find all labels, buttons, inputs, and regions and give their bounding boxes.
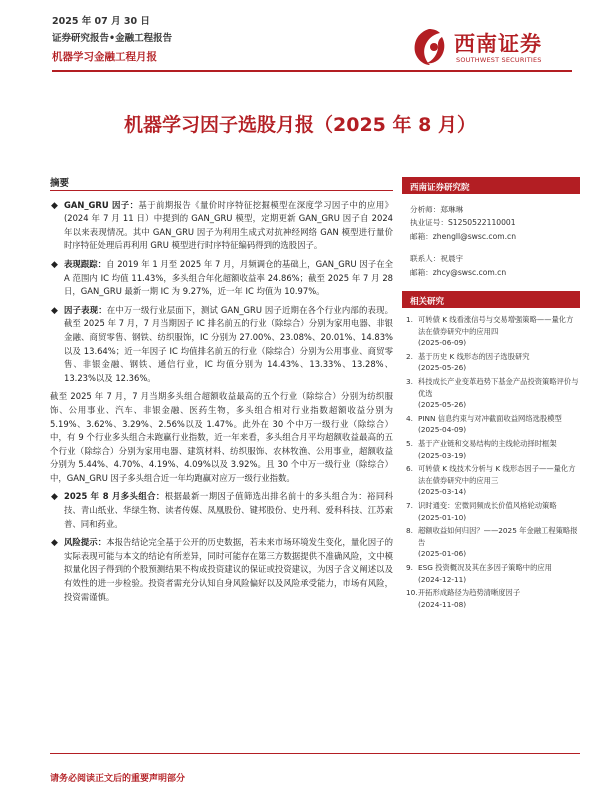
analyst-info [402, 194, 580, 279]
paragraph-lead: 风险提示： [64, 537, 107, 548]
related-item-title: 开拓形成路径为趋势清晰度因子 [418, 588, 521, 598]
bullet-diamond-icon: ◆ [51, 305, 58, 316]
related-item[interactable] [406, 413, 580, 436]
footer-divider [50, 753, 580, 754]
bullet-diamond-icon: ◆ [51, 200, 58, 211]
paragraph-text: 截至 2025 年 7 月，7 月当期多头组合超额收益最高的五个行业（除综合）分别为纺织服饰、公用事业、汽车、非银金融、医药生物，多头组合相对行业指数超额收益分别为 5.19%、3.62%、3.29%、2.56%以及 1.47%。此外在 30 个中万一级行业（除综合）中，有 9 个行业多头组合未跑赢行业指数，近一年来看，多头组合月平均超额收益最高的五个行业（除综合）分别为家用电器、建筑材料、纺织服饰、农林牧渔、公用事业，超额收益分别为 5.44%、4.70%、4.19%、4.09%以及 3.92%。且 30 个中万一级行业（除综合）中，GAN_GRU 因子多头组合近一年均跑赢对应万一级行业指数。 [50, 391, 393, 483]
related-item-title: 可转债 K 线看涨信号与交易增强策略——量化方法在债券研究中的应用四 [418, 315, 574, 336]
summary-paragraph [50, 304, 393, 386]
bullet-diamond-icon: ◆ [51, 538, 58, 549]
related-item[interactable] [406, 587, 580, 610]
related-item-title: 可转债 K 线技术分析与 K 线形态因子——量化方法在债券研究中的应用三 [418, 464, 576, 485]
logo-name-cn: 西南证券 [454, 31, 542, 56]
header-divider [52, 70, 572, 72]
summary-section [50, 177, 393, 609]
related-item-title: 识时通变：宏微同频成长价值风格轮动策略 [418, 500, 557, 510]
paragraph-lead: 表现跟踪： [64, 258, 107, 269]
related-item-number: 2. [406, 351, 413, 361]
analyst-name: 分析师：郑琳琳 [410, 205, 464, 214]
paragraph-text: 自 2019 年 1 月至 2025 年 7 月，月频调仓的基础上，GAN_GRU 因子在全 A 范围内 IC 均值 11.43%，多头组合年化超额收益率 24.86%；截至 2025 年 7 月 28 日，GAN_GRU 最新一期 IC 为 9.27%，近一年 IC 均值为 10.97%。 [64, 258, 394, 297]
related-item-title: 基于历史 K 线形态的因子选股研究 [418, 351, 530, 361]
paragraph-text: 根据最新一期因子值筛选出排名前十的多头组合为：裕同科技、青山纸业、华绿生物、读者传媒、凤凰股份、键邦股份、史丹利、爱科科技、江苏索普、同和药业。 [64, 491, 393, 529]
analyst-license: 执业证号：S1250522110001 [410, 218, 516, 228]
related-item-number: 6. [406, 464, 413, 474]
summary-paragraph [50, 490, 393, 531]
related-heading: 相关研究 [402, 291, 580, 308]
paragraph-text: 在中万一级行业层面下，测试 GAN_GRU 因子近期在各个行业内部的表现。截至 2025 年 7 月，7 月当期因子 IC 排名前五的行业（除综合）分别为家用电器、非银金融、商贸零售、钢铁、纺织服饰，IC 分别为 27.00%、23.08%、20.01%、14.83%以及 13.64%；近一年因子 IC 均值排名前五的行业（除综合）分别为公用事业、商贸零售、非银金融、钢铁、通信行业，IC 均值分别为 14.43%、13.33%、13.28%、13.23%以及 12.36%。 [64, 304, 394, 383]
related-item-title: 基于产业链和交易结构的主线轮动择时框架 [418, 438, 557, 448]
related-item[interactable] [406, 376, 580, 411]
related-item-date: (2025-03-19) [418, 450, 467, 460]
logo-mark-icon [408, 26, 450, 68]
company-logo [408, 22, 578, 70]
related-list [402, 308, 580, 610]
paragraph-text: 基于前期报告《量价时序特征挖掘模型在深度学习因子中的应用》(2024 年 7 月 11 日）中提到的 GAN_GRU 模型，定期更新 GAN_GRU 因子自 2024 年以来表现情况。其中 GAN_GRU 因子为利用生成式对抗神经网络 GAN 模型进行量价时序特征处理后再利用 GRU 模型进行时序特征编码得到的选股因子。 [64, 199, 394, 251]
bullet-diamond-icon: ◆ [51, 492, 58, 503]
related-item-date: (2025-06-09) [418, 338, 467, 348]
related-item[interactable] [406, 500, 580, 523]
contact-email[interactable]: 邮箱：zhcy@swsc.com.cn [410, 267, 507, 277]
related-item-title: ESG 投资概况及其在多因子策略中的应用 [418, 562, 552, 572]
related-item-date: (2024-12-11) [418, 574, 467, 584]
related-item-date: (2025-05-26) [418, 400, 467, 410]
related-item-number: 9. [406, 562, 413, 572]
summary-paragraph [50, 199, 393, 253]
related-item[interactable] [406, 525, 580, 560]
related-item-date: (2025-01-06) [418, 549, 467, 559]
contact-name: 联系人：祝晨宇 [410, 254, 464, 264]
related-item-date: (2025-01-10) [418, 512, 467, 522]
bullet-diamond-icon: ◆ [51, 259, 58, 270]
paragraph-lead: GAN_GRU 因子： [64, 199, 139, 210]
paragraph-lead: 2025 年 8 月多头组合： [64, 491, 165, 502]
report-date: 2025 年 07 月 30 日 [52, 16, 150, 27]
related-item[interactable] [406, 314, 580, 349]
summary-paragraph [50, 390, 393, 485]
related-item-number: 10. [406, 588, 418, 598]
analyst-email[interactable]: 邮箱：zhengll@swsc.com.cn [410, 231, 517, 241]
report-series: 机器学习金融工程月报 [52, 51, 157, 63]
related-item-number: 8. [406, 526, 413, 536]
related-item-title: PINN 信息约束与对冲截面收益网络选股模型 [418, 413, 562, 423]
related-item[interactable] [406, 351, 580, 374]
paragraph-text: 本报告结论完全基于公开的历史数据，若未来市场环境发生变化，量化因子的实际表现可能与本文的结论有所差异，同时可能存在第三方数据提供不准确风险，文中模拟量化因子得到的个股预测结果不构成投资建议的保证或投资建议，为因子含义阐述以及有效性的进一步检验。投资者需充分认知自身风险偏好以及风险承受能力，市场有风险，投资需谨慎。 [64, 537, 393, 602]
related-item[interactable] [406, 463, 580, 498]
summary-heading: 摘要 [50, 178, 70, 189]
related-item[interactable] [406, 562, 580, 585]
related-item-date: (2025-04-09) [418, 425, 467, 435]
paragraph-lead: 因子表现： [64, 304, 107, 315]
related-item-date: (2024-11-08) [418, 599, 467, 609]
related-item-date: (2025-03-14) [418, 487, 467, 497]
related-item-number: 4. [406, 413, 413, 423]
report-title: 机器学习因子选股月报（2025 年 8 月） [124, 114, 476, 136]
summary-paragraph [50, 258, 393, 299]
sidebar [402, 177, 580, 612]
related-item-title: 超额收益如何归因？——2025 年金融工程策略报告 [418, 526, 578, 547]
related-item-number: 5. [406, 438, 413, 448]
related-item-number: 7. [406, 500, 413, 510]
related-item-title: 科技成长产业变革趋势下基金产品投资策略评价与优选 [418, 377, 579, 398]
related-item-number: 1. [406, 315, 413, 325]
related-item-number: 3. [406, 377, 413, 386]
institute-heading: 西南证券研究院 [402, 177, 580, 194]
related-item[interactable] [406, 438, 580, 461]
logo-name-en: SOUTHWEST SECURITIES [456, 56, 542, 64]
summary-paragraph [50, 536, 393, 604]
related-item-date: (2025-05-26) [418, 363, 467, 373]
report-type: 证券研究报告•金融工程报告 [52, 33, 173, 44]
footer-disclaimer: 请务必阅读正文后的重要声明部分 [50, 774, 186, 784]
